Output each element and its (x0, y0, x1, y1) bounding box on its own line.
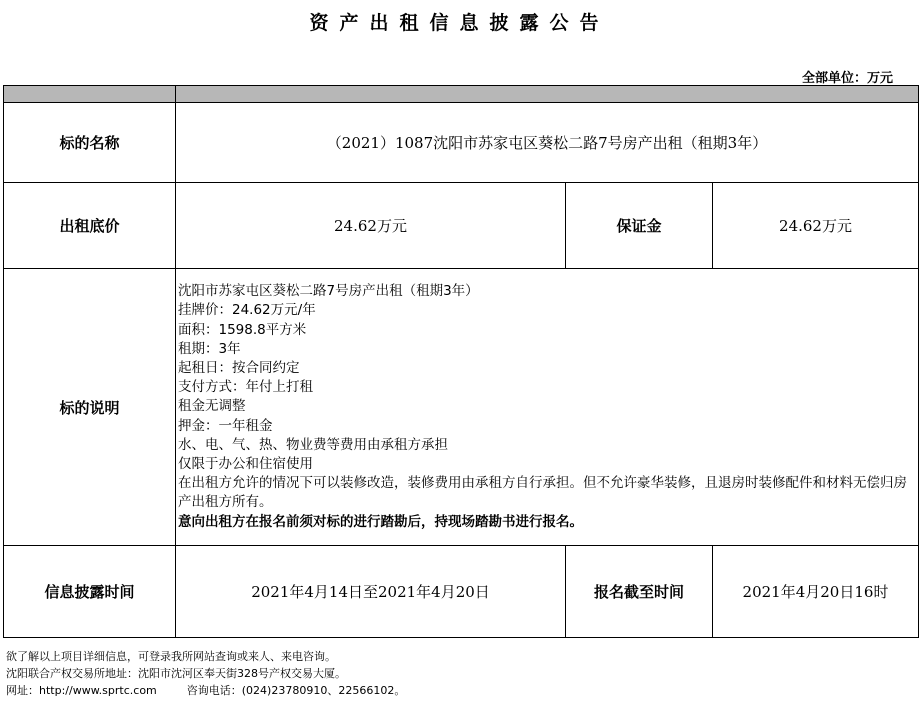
footer-line: 欲了解以上项目详细信息，可登录我所网站查询或来人、来电咨询。 (6, 650, 336, 663)
desc-line: 起租日：按合同约定 (178, 359, 300, 376)
desc-line: 沈阳市苏家屯区葵松二路7号房产出租（租期3年） (178, 283, 479, 300)
footer-contact (6, 682, 405, 699)
footer (6, 648, 405, 699)
price-label: 出租底价 (4, 183, 176, 269)
footer-address: 沈阳联合产权交易所地址：沈阳市沈河区奉天街328号产权交易大厦。 (6, 667, 346, 680)
desc-line: 支付方式：年付上打租 (178, 379, 313, 396)
table-row (4, 183, 919, 269)
desc-line: 押金：一年租金 (178, 417, 273, 434)
deposit-label: 保证金 (566, 183, 713, 269)
desc-line: 挂牌价：24.62万元/年 (178, 302, 316, 319)
info-table (3, 85, 919, 638)
table-header-bar (4, 86, 919, 103)
name-value: （2021）1087沈阳市苏家屯区葵松二路7号房产出租（租期3年） (176, 103, 919, 183)
phone-text: 咨询电话：(024)23780910、22566102。 (186, 684, 406, 697)
disclosure-time-value: 2021年4月14日至2021年4月20日 (176, 546, 566, 638)
desc-content (176, 269, 919, 546)
desc-line: 租金无调整 (178, 398, 246, 415)
desc-line: 在出租方允许的情况下可以装修改造，装修费用由承租方自行承担。但不允许豪华装修，且退房时装修配件和材料无偿归房产出租方所有。 (178, 475, 907, 511)
desc-line: 水、电、气、热、物业费等费用由承租方承担 (178, 436, 448, 453)
deadline-value: 2021年4月20日16时 (713, 546, 919, 638)
desc-bold-line: 意向出租方在报名前须对标的进行踏勘后，持现场踏勘书进行报名。 (178, 513, 583, 530)
deposit-value: 24.62万元 (713, 183, 919, 269)
table-row (4, 103, 919, 183)
desc-line: 仅限于办公和住宿使用 (178, 456, 313, 472)
desc-line: 面积：1598.8平方米 (178, 321, 307, 338)
table-row (4, 269, 919, 546)
deadline-label: 报名截至时间 (566, 546, 713, 638)
price-value: 24.62万元 (176, 183, 566, 269)
name-label: 标的名称 (4, 103, 176, 183)
desc-label: 标的说明 (4, 269, 176, 546)
unit-note: 全部单位：万元 (801, 71, 893, 86)
desc-line: 租期：3年 (178, 340, 241, 357)
website-link[interactable]: 网址：http://www.sprtc.com (6, 684, 157, 697)
table-row (4, 546, 919, 638)
disclosure-time-label: 信息披露时间 (4, 546, 176, 638)
page-title: 资产出租信息披露公告 (309, 12, 610, 34)
